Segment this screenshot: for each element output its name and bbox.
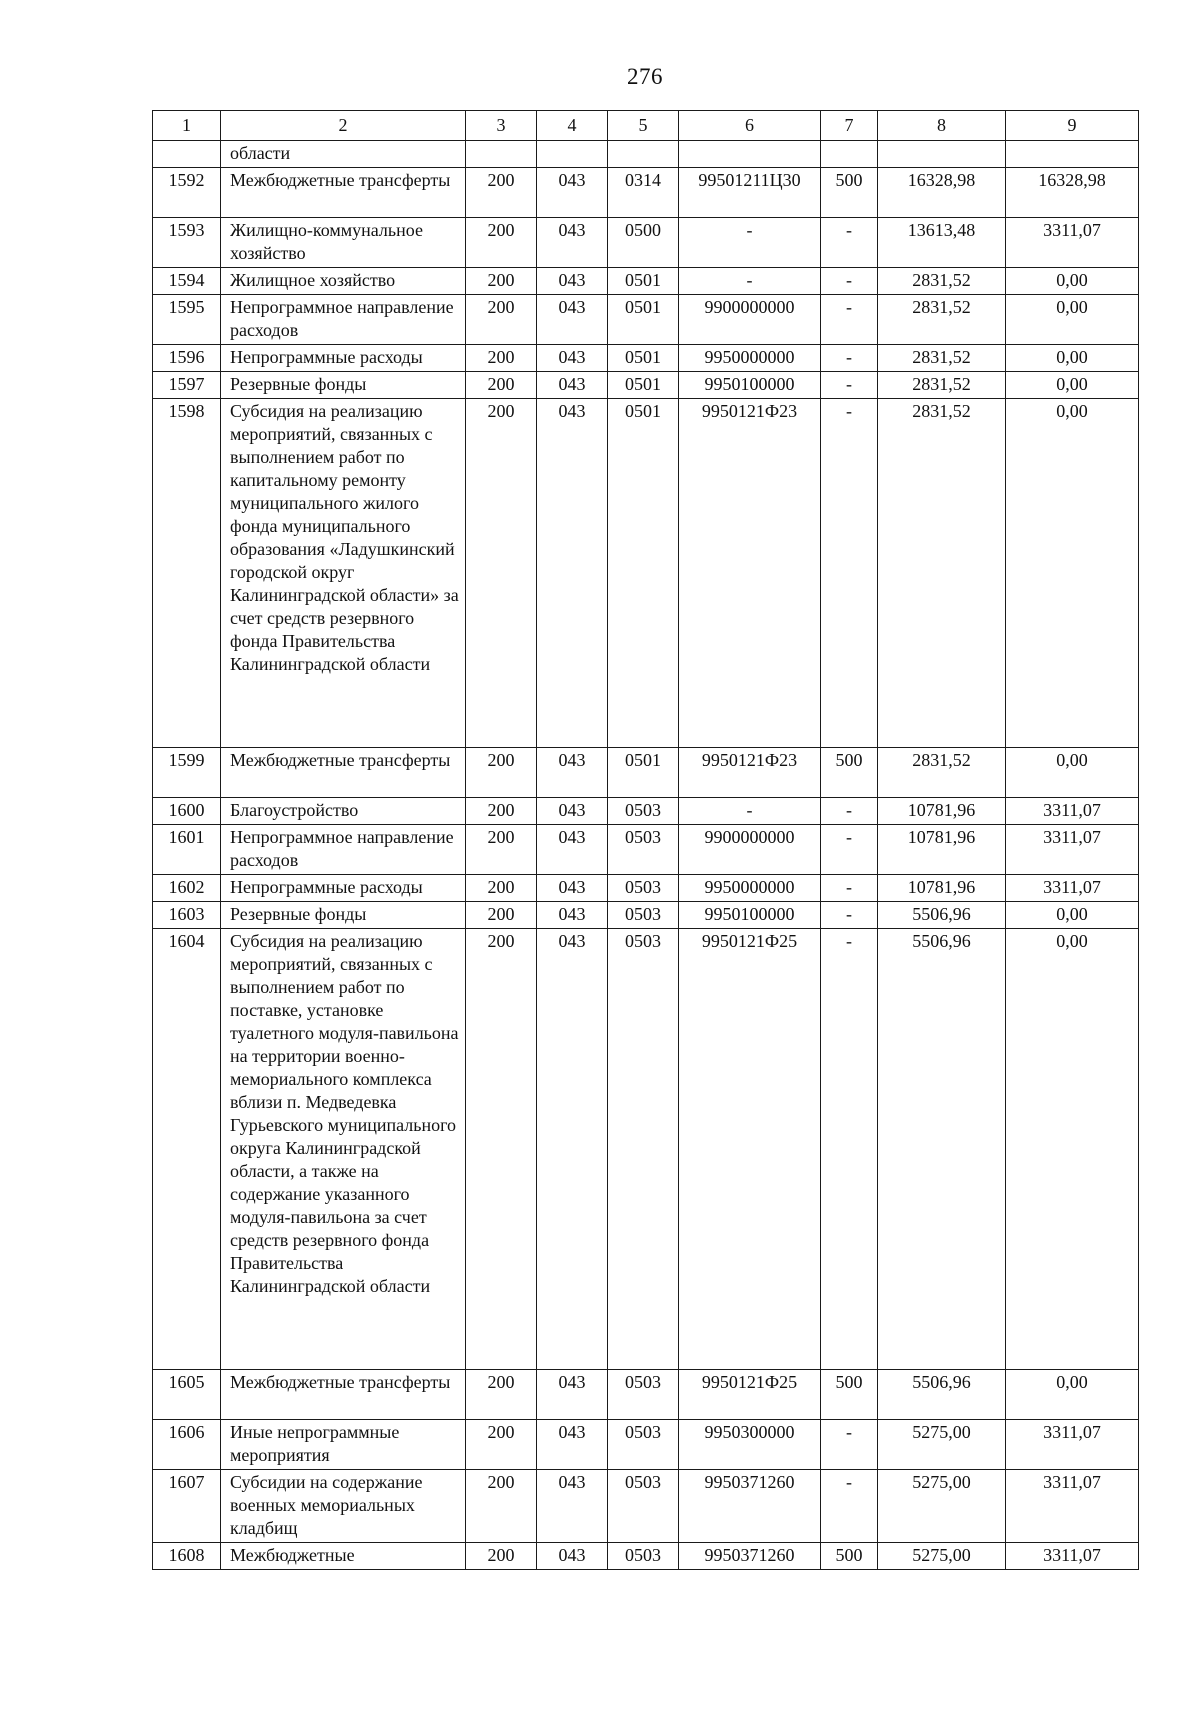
amount-cell-9: 0,00 [1006,268,1139,295]
amount-cell-9: 3311,07 [1006,1470,1139,1543]
code-cell-3 [466,141,537,168]
amount-cell-8 [878,141,1006,168]
row-number-cell: 1608 [153,1543,221,1570]
row-number-cell: 1607 [153,1470,221,1543]
amount-cell-8: 5275,00 [878,1543,1006,1570]
table-row [153,141,1139,168]
code-cell-4: 043 [537,748,608,798]
code-cell-4: 043 [537,295,608,345]
code-cell-4: 043 [537,1543,608,1570]
header-cell: 8 [878,111,1006,141]
code-cell-6: 9950000000 [679,345,821,372]
row-name-cell: Субсидия на реализацию мероприятий, связанных с выполнением работ по поставке, установке туалетного модуля-павильона на территории военно-мемориального комплекса вблизи п. Медведевка Гурьевского муниципального округа Калининградской области, а также на содержание указанного модуля-павильона за счет средств резервного фонда Правительства Калининградской области [221,929,466,1370]
amount-cell-8: 2831,52 [878,372,1006,399]
table-row [153,825,1139,875]
code-cell-3: 200 [466,902,537,929]
amount-cell-8: 5275,00 [878,1420,1006,1470]
code-cell-5: 0500 [608,218,679,268]
row-name-cell: Межбюджетные трансферты [221,748,466,798]
code-cell-6: 9950371260 [679,1470,821,1543]
header-cell: 3 [466,111,537,141]
table-row [153,295,1139,345]
code-cell-3: 200 [466,168,537,218]
row-name-cell: Непрограммное направление расходов [221,825,466,875]
code-cell-6: - [679,798,821,825]
code-cell-7: - [821,875,878,902]
table-row [153,1470,1139,1543]
code-cell-6: 9950371260 [679,1543,821,1570]
code-cell-7: - [821,1420,878,1470]
code-cell-3: 200 [466,929,537,1370]
code-cell-6: 9950100000 [679,902,821,929]
code-cell-6: 99501211Ц30 [679,168,821,218]
row-number-cell: 1595 [153,295,221,345]
code-cell-6: 9900000000 [679,825,821,875]
code-cell-4: 043 [537,345,608,372]
table-row [153,168,1139,218]
amount-cell-9: 0,00 [1006,902,1139,929]
table-row [153,748,1139,798]
amount-cell-9: 0,00 [1006,748,1139,798]
code-cell-3: 200 [466,748,537,798]
amount-cell-9: 16328,98 [1006,168,1139,218]
budget-table-container [152,110,1138,1570]
code-cell-7: - [821,798,878,825]
code-cell-4: 043 [537,1470,608,1543]
table-row [153,1420,1139,1470]
amount-cell-9: 0,00 [1006,345,1139,372]
code-cell-3: 200 [466,372,537,399]
code-cell-7: - [821,372,878,399]
amount-cell-8: 2831,52 [878,268,1006,295]
code-cell-7: - [821,1470,878,1543]
row-name-cell: Резервные фонды [221,372,466,399]
row-number-cell: 1605 [153,1370,221,1420]
row-name-cell: области [221,141,466,168]
amount-cell-9: 0,00 [1006,1370,1139,1420]
amount-cell-9: 3311,07 [1006,218,1139,268]
code-cell-5: 0503 [608,902,679,929]
table-row [153,929,1139,1370]
amount-cell-9: 0,00 [1006,372,1139,399]
code-cell-5: 0503 [608,875,679,902]
table-row [153,1543,1139,1570]
amount-cell-9: 0,00 [1006,929,1139,1370]
code-cell-7: - [821,295,878,345]
row-name-cell: Межбюджетные трансферты [221,1370,466,1420]
code-cell-4: 043 [537,372,608,399]
header-cell: 6 [679,111,821,141]
code-cell-4: 043 [537,399,608,748]
row-number-cell: 1606 [153,1420,221,1470]
code-cell-3: 200 [466,875,537,902]
code-cell-3: 200 [466,825,537,875]
amount-cell-8: 5506,96 [878,902,1006,929]
code-cell-5: 0501 [608,295,679,345]
code-cell-5: 0501 [608,372,679,399]
code-cell-5: 0501 [608,399,679,748]
code-cell-3: 200 [466,268,537,295]
code-cell-3: 200 [466,218,537,268]
code-cell-7: - [821,825,878,875]
code-cell-6: 9950121Ф23 [679,748,821,798]
row-number-cell [153,141,221,168]
row-name-cell: Межбюджетные трансферты [221,168,466,218]
code-cell-5: 0503 [608,929,679,1370]
code-cell-4 [537,141,608,168]
code-cell-7: 500 [821,1543,878,1570]
amount-cell-9: 3311,07 [1006,875,1139,902]
row-number-cell: 1602 [153,875,221,902]
code-cell-3: 200 [466,1543,537,1570]
code-cell-3: 200 [466,1370,537,1420]
amount-cell-8: 10781,96 [878,875,1006,902]
row-number-cell: 1594 [153,268,221,295]
row-name-cell: Жилищно-коммунальное хозяйство [221,218,466,268]
code-cell-3: 200 [466,1420,537,1470]
code-cell-6: 9950100000 [679,372,821,399]
table-header-row [153,111,1139,141]
amount-cell-8: 16328,98 [878,168,1006,218]
code-cell-3: 200 [466,345,537,372]
table-row [153,218,1139,268]
code-cell-5 [608,141,679,168]
code-cell-7: - [821,218,878,268]
page-number: 276 [627,64,663,89]
code-cell-3: 200 [466,295,537,345]
table-row [153,875,1139,902]
code-cell-6: 9950121Ф23 [679,399,821,748]
row-name-cell: Субсидия на реализацию мероприятий, связанных с выполнением работ по капитальному ремонту муниципального жилого фонда муниципального образования «Ладушкинский городской округ Калининградской области» за счет средств резервного фонда Правительства Калининградской области [221,399,466,748]
code-cell-5: 0501 [608,748,679,798]
row-name-cell: Непрограммные расходы [221,345,466,372]
row-number-cell: 1596 [153,345,221,372]
amount-cell-8: 2831,52 [878,345,1006,372]
code-cell-5: 0503 [608,1420,679,1470]
code-cell-4: 043 [537,1370,608,1420]
amount-cell-8: 2831,52 [878,295,1006,345]
code-cell-5: 0503 [608,1543,679,1570]
amount-cell-8: 2831,52 [878,399,1006,748]
code-cell-6: 9950121Ф25 [679,1370,821,1420]
amount-cell-9: 3311,07 [1006,1420,1139,1470]
table-body [153,111,1139,1570]
code-cell-3: 200 [466,1470,537,1543]
code-cell-4: 043 [537,218,608,268]
table-row [153,345,1139,372]
code-cell-7: 500 [821,748,878,798]
amount-cell-9: 3311,07 [1006,825,1139,875]
row-name-cell: Жилищное хозяйство [221,268,466,295]
row-number-cell: 1603 [153,902,221,929]
amount-cell-8: 13613,48 [878,218,1006,268]
code-cell-6: - [679,268,821,295]
header-cell: 9 [1006,111,1139,141]
amount-cell-8: 10781,96 [878,798,1006,825]
table-row [153,372,1139,399]
row-name-cell: Субсидии на содержание военных мемориальных кладбищ [221,1470,466,1543]
row-name-cell: Иные непрограммные мероприятия [221,1420,466,1470]
row-number-cell: 1604 [153,929,221,1370]
code-cell-6: 9950000000 [679,875,821,902]
table-row [153,798,1139,825]
code-cell-5: 0503 [608,1370,679,1420]
header-cell: 7 [821,111,878,141]
row-number-cell: 1593 [153,218,221,268]
amount-cell-8: 5506,96 [878,929,1006,1370]
header-cell: 2 [221,111,466,141]
header-cell: 5 [608,111,679,141]
amount-cell-9 [1006,141,1139,168]
code-cell-7: - [821,929,878,1370]
row-number-cell: 1601 [153,825,221,875]
code-cell-4: 043 [537,929,608,1370]
code-cell-7 [821,141,878,168]
code-cell-7: - [821,345,878,372]
code-cell-7: - [821,268,878,295]
code-cell-7: - [821,902,878,929]
code-cell-5: 0503 [608,825,679,875]
amount-cell-8: 5506,96 [878,1370,1006,1420]
code-cell-6: 9900000000 [679,295,821,345]
code-cell-5: 0501 [608,268,679,295]
code-cell-4: 043 [537,168,608,218]
amount-cell-9: 0,00 [1006,399,1139,748]
code-cell-7: 500 [821,168,878,218]
code-cell-7: - [821,399,878,748]
code-cell-6: 9950121Ф25 [679,929,821,1370]
row-name-cell: Непрограммные расходы [221,875,466,902]
code-cell-4: 043 [537,825,608,875]
amount-cell-8: 5275,00 [878,1470,1006,1543]
code-cell-5: 0314 [608,168,679,218]
row-name-cell: Резервные фонды [221,902,466,929]
amount-cell-9: 0,00 [1006,295,1139,345]
amount-cell-8: 2831,52 [878,748,1006,798]
table-row [153,902,1139,929]
code-cell-3: 200 [466,798,537,825]
budget-table [152,110,1139,1570]
header-cell: 1 [153,111,221,141]
row-number-cell: 1599 [153,748,221,798]
row-number-cell: 1600 [153,798,221,825]
code-cell-5: 0503 [608,798,679,825]
code-cell-6: - [679,218,821,268]
row-name-cell: Благоустройство [221,798,466,825]
amount-cell-9: 3311,07 [1006,798,1139,825]
code-cell-6: 9950300000 [679,1420,821,1470]
amount-cell-8: 10781,96 [878,825,1006,875]
row-number-cell: 1598 [153,399,221,748]
table-row [153,1370,1139,1420]
code-cell-5: 0503 [608,1470,679,1543]
code-cell-6 [679,141,821,168]
row-name-cell: Межбюджетные [221,1543,466,1570]
code-cell-3: 200 [466,399,537,748]
code-cell-4: 043 [537,875,608,902]
table-row [153,268,1139,295]
code-cell-4: 043 [537,902,608,929]
row-number-cell: 1592 [153,168,221,218]
header-cell: 4 [537,111,608,141]
code-cell-4: 043 [537,798,608,825]
row-number-cell: 1597 [153,372,221,399]
row-name-cell: Непрограммное направление расходов [221,295,466,345]
table-row [153,399,1139,748]
code-cell-5: 0501 [608,345,679,372]
code-cell-4: 043 [537,1420,608,1470]
amount-cell-9: 3311,07 [1006,1543,1139,1570]
code-cell-7: 500 [821,1370,878,1420]
code-cell-4: 043 [537,268,608,295]
